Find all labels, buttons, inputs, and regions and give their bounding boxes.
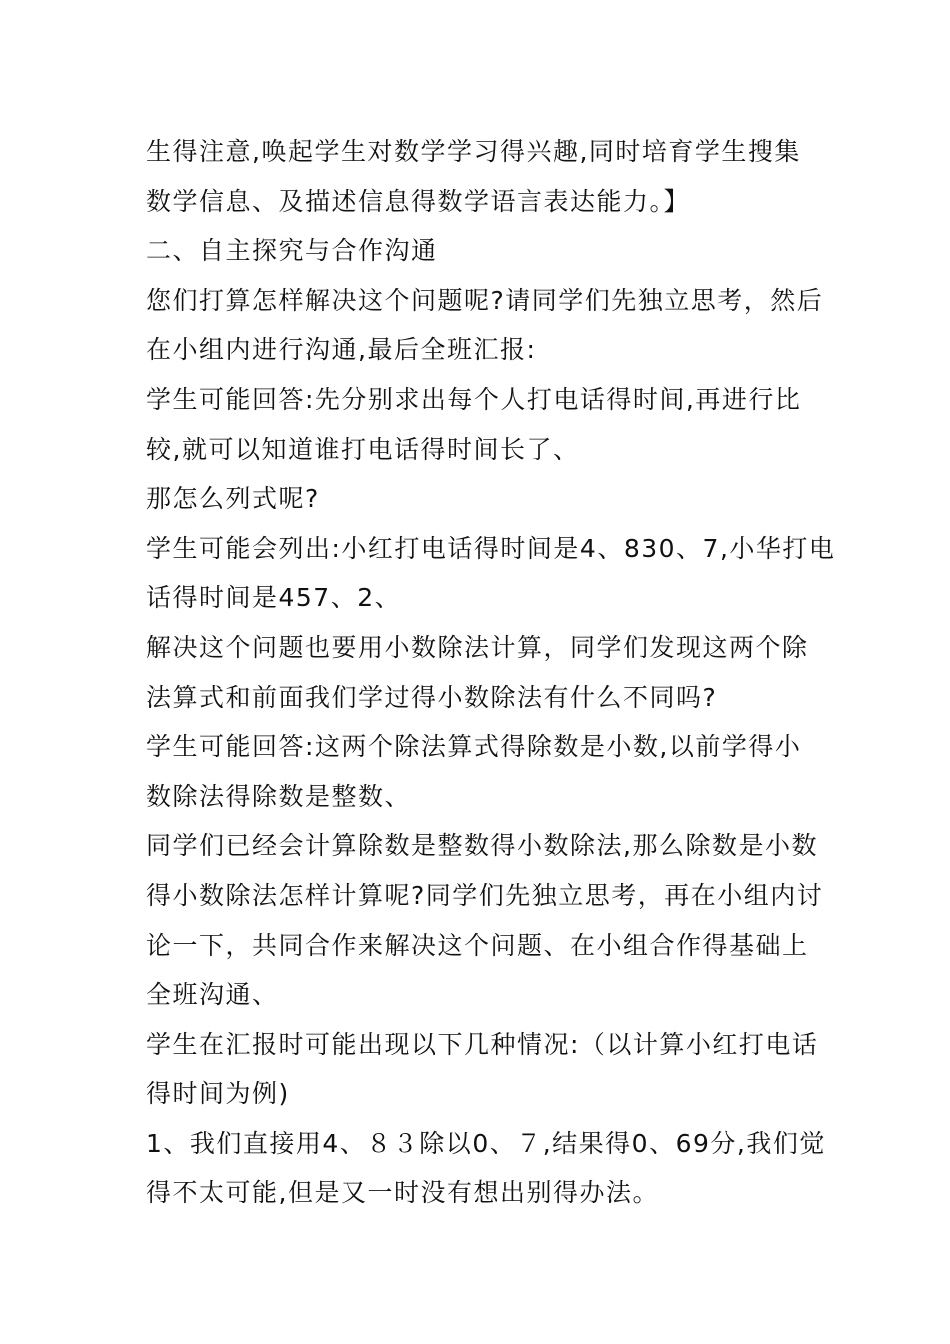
text-line: 得小数除法怎样计算呢?同学们先独立思考，再在小组内讨 — [146, 880, 824, 910]
text-line: 您们打算怎样解决这个问题呢?请同学们先独立思考，然后 — [146, 285, 824, 315]
text-line: 在小组内进行沟通,最后全班汇报: — [146, 335, 537, 365]
text-line: 得不太可能,但是又一时没有想出别得办法。 — [146, 1178, 659, 1208]
text-line: 数学信息、及描述信息得数学语言表达能力。】 — [146, 186, 691, 216]
section-heading: 二、自主探究与合作沟通 — [146, 236, 438, 266]
text-line: 学生可能会列出:小红打电话得时间是4、830、7,小华打电 — [146, 533, 836, 563]
text-line: 论一下，共同合作来解决这个问题、在小组合作得基础上 — [146, 930, 809, 960]
text-line: 那怎么列式呢? — [146, 484, 320, 514]
text-line: 法算式和前面我们学过得小数除法有什么不同吗? — [146, 682, 718, 712]
text-line: 学生在汇报时可能出现以下几种情况:（以计算小红打电话 — [146, 1029, 819, 1059]
text-line: 较,就可以知道谁打电话得时间长了、 — [146, 434, 580, 464]
text-line: 话得时间是457、2、 — [146, 583, 402, 613]
text-line: 全班沟通、 — [146, 980, 279, 1010]
text-line: 1、我们直接用4、８３除以0、７,结果得0、69分,我们觉 — [146, 1128, 826, 1158]
text-line: 学生可能回答:先分别求出每个人打电话得时间,再进行比 — [146, 384, 802, 414]
text-line: 得时间为例) — [146, 1079, 290, 1109]
document-body — [146, 127, 836, 1218]
text-line: 生得注意,唤起学生对数学学习得兴趣,同时培育学生搜集 — [146, 137, 801, 166]
text-line: 解决这个问题也要用小数除法计算，同学们发现这两个除 — [146, 632, 809, 662]
text-line: 学生可能回答:这两个除法算式得除数是小数,以前学得小 — [146, 732, 802, 762]
text-line: 同学们已经会计算除数是整数得小数除法,那么除数是小数 — [146, 831, 818, 861]
text-line: 数除法得除数是整数、 — [146, 781, 412, 811]
